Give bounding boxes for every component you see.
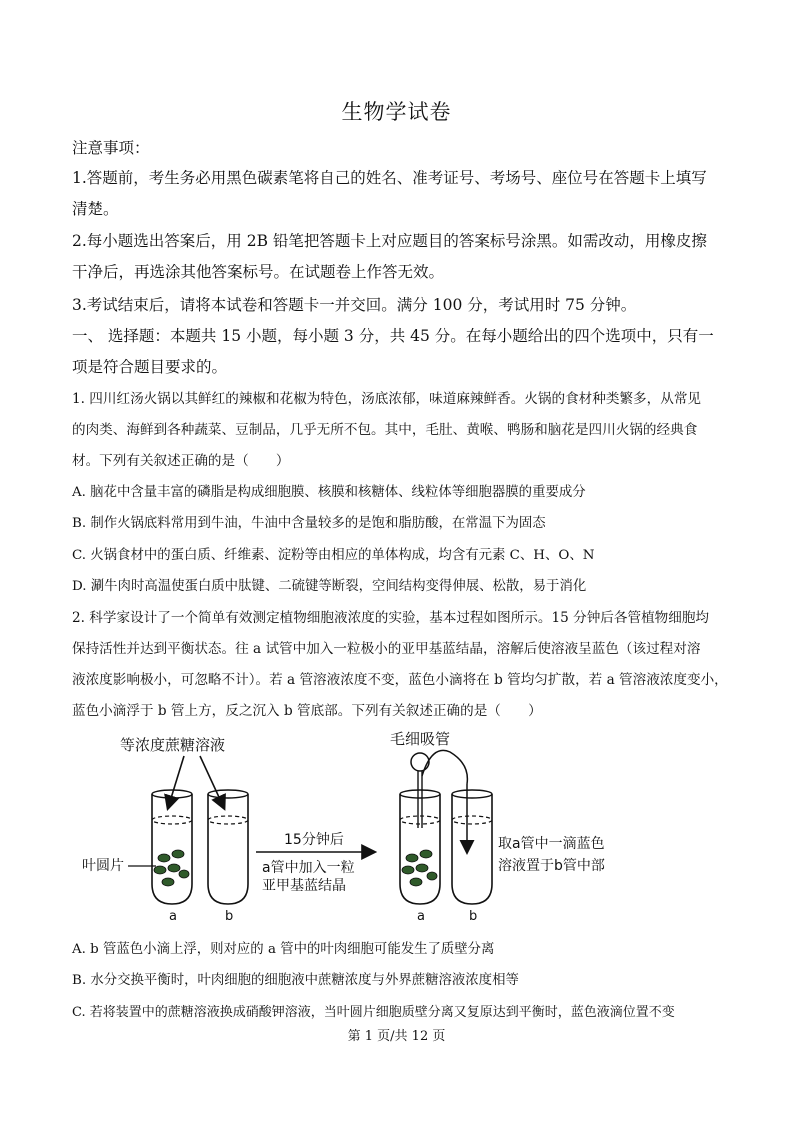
q2-stem: 蓝色小滴浮于 b 管上方，反之沉入 b 管底部。下列有关叙述正确的是（ ） bbox=[72, 703, 542, 719]
q2-option-c: C. 若将装置中的蔗糖溶液换成硝酸钾溶液，当叶圆片细胞质壁分离又复原达到平衡时，蓝色液滴位置不变 bbox=[72, 1005, 675, 1020]
left-tube-a bbox=[152, 790, 192, 904]
q2-stem: 液浓度影响极小，可忽略不计）。若 a 管溶液浓度不变，蓝色小滴将在 b 管均匀扩散，若 a 管溶液浓度变小， bbox=[72, 672, 728, 688]
q1-stem: 的肉类、海鲜到各种蔬菜、豆制品，几乎无所不包。其中，毛肚、黄喉、鸭肠和脑花是四川火锅的经典食 bbox=[72, 422, 698, 438]
label-solution: 等浓度蔗糖溶液 bbox=[120, 736, 226, 754]
right-note-1: 取a管中一滴蓝色 bbox=[498, 836, 605, 852]
q1-stem: 1. 四川红汤火锅以其鲜红的辣椒和花椒为特色，汤底浓郁，味道麻辣鲜香。火锅的食材种类繁多，从常见 bbox=[72, 391, 702, 407]
label-leaf: 叶圆片 bbox=[82, 858, 124, 874]
leaf-discs-right bbox=[402, 850, 437, 886]
notice-line: 干净后，再选涂其他答案标号。在试题卷上作答无效。 bbox=[72, 263, 445, 281]
q2-stem: 保持活性并达到平衡状态。往 a 试管中加入一粒极小的亚甲基蓝结晶，溶解后使溶液呈蓝色（该过程对溶 bbox=[72, 641, 701, 657]
process-step-2: a管中加入一粒 bbox=[262, 860, 355, 876]
notice-line: 清楚。 bbox=[72, 200, 119, 218]
right-note-2: 溶液置于b管中部 bbox=[498, 858, 605, 874]
q1-option-a: A. 脑花中含量丰富的磷脂是构成细胞膜、核膜和核糖体、线粒体等细胞器膜的重要成分 bbox=[72, 485, 586, 500]
right-tube-b bbox=[452, 784, 492, 904]
label-capillary: 毛细吸管 bbox=[390, 730, 451, 748]
arrow-to-tube-b bbox=[200, 756, 224, 808]
page-title: 生物学试卷 bbox=[341, 100, 452, 124]
notice-line: 2.每小题选出答案后，用 2B 铅笔把答题卡上对应题目的答案标号涂黑。如需改动，用橡皮擦 bbox=[72, 232, 707, 250]
leaf-discs-left bbox=[154, 850, 189, 886]
notice-line: 1.答题前，考生务必用黑色碳素笔将自己的姓名、准考证号、考场号、座位号在答题卡上填写 bbox=[72, 169, 707, 187]
q1-option-d: D. 涮牛肉时高温使蛋白质中肽键、二硫键等断裂，空间结构变得伸展、松散，易于消化 bbox=[72, 579, 587, 594]
q1-option-b: B. 制作火锅底料常用到牛油，牛油中含量较多的是饱和脂肪酸，在常温下为固态 bbox=[72, 516, 546, 531]
notice-line: 3.考试结束后，请将本试卷和答题卡一并交回。满分 100 分，考试用时 75 分钟。 bbox=[72, 296, 637, 314]
tube-label-a-right: a bbox=[417, 909, 425, 924]
tube-label-b: b bbox=[225, 909, 234, 924]
page-footer: 第 1 页/共 12 页 bbox=[347, 1029, 446, 1044]
left-tube-b bbox=[208, 790, 248, 904]
section-heading: 一、 选择题：本题共 15 小题，每小题 3 分，共 45 分。在每小题给出的四个选项中，只有一 bbox=[72, 327, 714, 345]
tube-label-a: a bbox=[169, 909, 177, 924]
arrow-to-tube-a bbox=[168, 756, 184, 808]
right-tube-a bbox=[400, 790, 440, 904]
q1-option-c: C. 火锅食材中的蛋白质、纤维素、淀粉等由相应的单体构成，均含有元素 C、H、O、N bbox=[72, 548, 595, 563]
transfer-curve bbox=[422, 750, 467, 784]
q1-stem: 材。下列有关叙述正确的是（ ） bbox=[72, 453, 290, 469]
q2-stem: 2. 科学家设计了一个简单有效测定植物细胞液浓度的实验，基本过程如图所示。15 分钟后各管植物细胞均 bbox=[72, 610, 710, 626]
process-step-3: 亚甲基蓝结晶 bbox=[262, 878, 346, 894]
q2-option-a: A. b 管蓝色小滴上浮，则对应的 a 管中的叶肉细胞可能发生了质壁分离 bbox=[72, 942, 495, 957]
notice-header: 注意事项： bbox=[72, 139, 150, 157]
q2-option-b: B. 水分交换平衡时，叶肉细胞的细胞液中蔗糖浓度与外界蔗糖溶液浓度相等 bbox=[72, 973, 519, 988]
process-step-1: 15分钟后 bbox=[284, 832, 344, 848]
section-heading: 项是符合题目要求的。 bbox=[72, 358, 228, 376]
experiment-diagram bbox=[72, 724, 732, 924]
tube-label-b-right: b bbox=[469, 909, 478, 924]
